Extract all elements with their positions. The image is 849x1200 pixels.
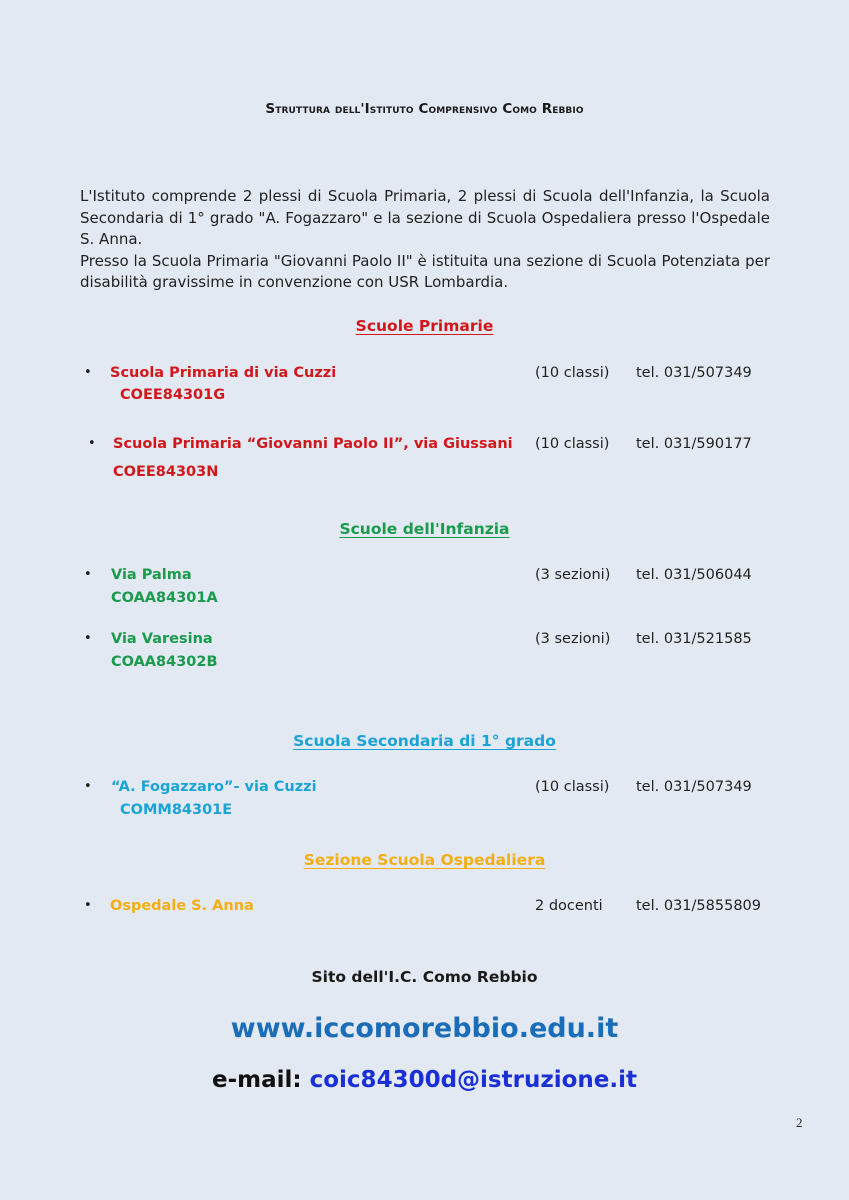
- school-name: Via Palma: [111, 567, 192, 583]
- school-code: COEE84301G: [120, 387, 226, 403]
- school-phone: tel. 031/507349: [636, 779, 752, 795]
- school-info: (3 sezioni): [535, 631, 611, 647]
- page-title: Struttura dell'Istituto Comprensivo Como Rebbio: [265, 101, 584, 117]
- school-info: 2 docenti: [535, 898, 603, 914]
- bullet: •: [84, 567, 92, 582]
- school-name: “A. Fogazzaro”- via Cuzzi: [111, 779, 317, 795]
- school-code: COAA84301A: [111, 590, 218, 606]
- site-label: Sito dell'I.C. Como Rebbio: [311, 968, 538, 986]
- list-item: [0, 779, 849, 823]
- school-code: COMM84301E: [120, 802, 233, 818]
- heading-scuola-secondaria: Scuola Secondaria di 1° grado: [293, 732, 556, 750]
- school-name: Via Varesina: [111, 631, 213, 647]
- school-phone: tel. 031/590177: [636, 436, 752, 452]
- intro-paragraph-1: L'Istituto comprende 2 plessi di Scuola Primaria, 2 plessi di Scuola dell'Infanzia, la Scuola Secondaria di 1° grado "A. Fogazzaro" e la sezione di Scuola Ospedaliera presso l'Ospedale S. Anna.: [80, 187, 770, 248]
- site-url-link[interactable]: www.iccomorebbio.edu.it: [230, 1013, 619, 1044]
- email-label: e-mail:: [212, 1067, 310, 1093]
- heading-scuole-primarie: Scuole Primarie: [355, 317, 494, 335]
- list-item: [0, 365, 849, 409]
- school-code: COAA84302B: [111, 654, 218, 670]
- school-info: (10 classi): [535, 365, 610, 381]
- school-name: Ospedale S. Anna: [110, 898, 254, 914]
- bullet: •: [84, 779, 92, 794]
- email-line: [0, 1067, 849, 1093]
- school-phone: tel. 031/521585: [636, 631, 752, 647]
- bullet: •: [84, 365, 92, 380]
- intro-paragraph-2: Presso la Scuola Primaria "Giovanni Paolo II" è istituita una sezione di Scuola Potenziata per disabilità gravissime in convenzione con USR Lombardia.: [80, 251, 770, 291]
- list-item: [0, 898, 849, 942]
- school-phone: tel. 031/507349: [636, 365, 752, 381]
- bullet: •: [84, 898, 92, 913]
- list-item: [0, 436, 849, 480]
- school-code: COEE84303N: [113, 464, 219, 480]
- heading-scuola-ospedaliera: Sezione Scuola Ospedaliera: [303, 851, 546, 869]
- heading-scuole-infanzia: Scuole dell'Infanzia: [339, 520, 510, 538]
- list-item: [0, 567, 849, 611]
- school-info: (10 classi): [535, 436, 610, 452]
- list-item: [0, 631, 849, 675]
- school-phone: tel. 031/5855809: [636, 898, 761, 914]
- school-info: (10 classi): [535, 779, 610, 795]
- intro-text: [80, 186, 770, 294]
- school-info: (3 sezioni): [535, 567, 611, 583]
- school-phone: tel. 031/506044: [636, 567, 752, 583]
- bullet: •: [84, 631, 92, 646]
- school-name: Scuola Primaria di via Cuzzi: [110, 365, 337, 381]
- email-address-link[interactable]: coic84300d@istruzione.it: [309, 1067, 637, 1093]
- school-name: Scuola Primaria “Giovanni Paolo II”, via Giussani: [113, 436, 513, 452]
- bullet: •: [88, 436, 96, 451]
- page-number: 2: [796, 1115, 803, 1130]
